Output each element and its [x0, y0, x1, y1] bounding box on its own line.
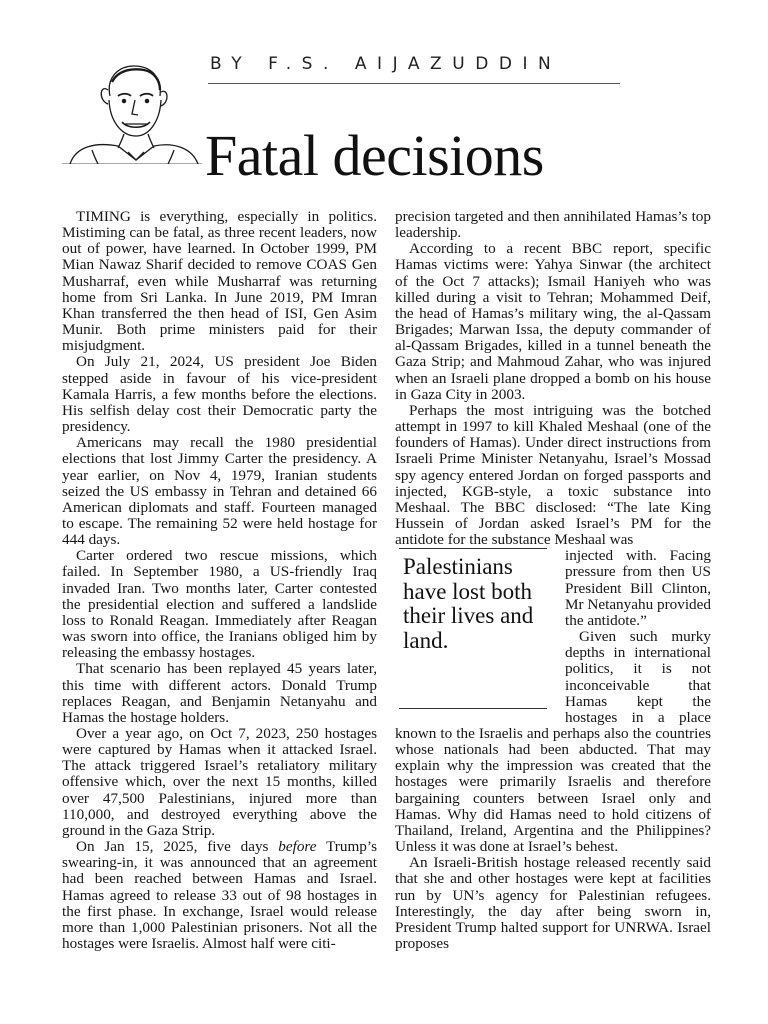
paragraph: According to a recent BBC report, specific Hamas victims were: Yahya Sinwar (the architect of the Oct 7 attacks); Ismail Haniyeh who was killed during a visit to Tehran; Mohammed Deif, the head of Hamas’s military wing, the al-Qassam Brigades; Marwan Issa, the deputy commander of al-Qassam Brigades, killed in a tunnel beneath the Gaza Strip; and Mahmoud Zahar, who was injured when an Israeli plane dropped a bomb on his house in Gaza City in 2003. [395, 240, 711, 403]
pull-quote: Palestinians have lost both their lives and land. [403, 554, 534, 653]
author-portrait-sketch [62, 56, 202, 164]
paragraph: Given such murky depths in international politics, it is not inconceivable that Hamas kept the hostages in a place known to the Israelis and perhaps also the countries whose nationals had been abducted. That may explain why the impression was created that the hostages were primarily Israelis and therefore bargaining counters between Israel only and Hamas. Why did Hamas need to hold citizens of Thailand, Ireland, Argentina and the Philippines? Unless it was done at Israel’s behest. [395, 628, 711, 856]
emphasis: before [278, 838, 317, 856]
paragraph: That scenario has been replayed 45 years later, this time with different actors. Donald Trump replaces Reagan, and Benjamin Netanyahu and Hamas the hostage holders. [62, 660, 377, 726]
paragraph: An Israeli-British hostage released recently said that she and other hostages were kept at facilities run by UN’s agency for Palestinian refugees. Interestingly, the day after being sworn in, President Trump halted support for UNRWA. Israel proposes [395, 854, 711, 953]
headline: Fatal decisions [205, 123, 544, 188]
paragraph: Carter ordered two rescue missions, which failed. In September 1980, a US-friendly Iraq invaded Iran. Two months later, Carter contested the presidential election and suffered a landslide loss to Ronald Reagan. Immediately after Reagan was sworn into office, the Iranians obliged him by releasing the embassy hostages. [62, 547, 377, 662]
paragraph-continued: precision targeted and then annihilated Hamas’s top leadership. [395, 208, 711, 242]
paragraph: TIMING is everything, especially in politics. Mistiming can be fatal, as three recent leaders, now out of power, have learned. In October 1999, PM Mian Nawaz Sharif decided to remove COAS Gen Musharraf, even while Musharraf was returning home from Sri Lanka. In June 2019, PM Imran Khan transferred the then head of ISI, Gen Asim Munir. Both prime ministers paid for their misjudgment. [62, 208, 377, 355]
pull-quote-box [395, 548, 555, 718]
text-run: On Jan 15, 2025, five days [76, 838, 279, 856]
text-run: Trump’s swearing-in, it was announced that an agreement had been reached between Hamas and Israel. Hamas agreed to release 33 out of 98 hostages in the first phase. In exchange, Israel would release more than 1,000 Palestinian prisoners. Not all the hostages were Israelis. Almost half were citi- [62, 838, 377, 953]
paragraph: Over a year ago, on Oct 7, 2023, 250 hostages were captured by Hamas when it attacked Israel. The attack triggered Israel’s retaliatory military offensive which, over the next 15 months, killed over 47,500 Palestinians, injured more than 110,000, and destroyed everything above the ground in the Gaza Strip. [62, 725, 377, 839]
article-column-left [62, 209, 377, 952]
paragraph [62, 839, 377, 952]
paragraph: Americans may recall the 1980 presidential elections that lost Jimmy Carter the presidency. A year earlier, on Nov 4, 1979, Iranian students seized the US embassy in Tehran and detained 66 American diplomats and staff. Fourteen managed to escape. The remaining 52 were held hostage for 444 days. [62, 434, 377, 549]
pull-quote-rule-top [399, 548, 547, 549]
article-column-right [395, 209, 711, 952]
pull-quote-rule-bottom [399, 708, 547, 709]
byline: BY F.S. AIJAZUDDIN [210, 54, 562, 74]
byline-rule [208, 83, 620, 84]
paragraph: On July 21, 2024, US president Joe Biden stepped aside in favour of his vice-president Kamala Harris, a few months before the elections. His selfish delay cost their Democratic party the presidency. [62, 353, 377, 436]
paragraph: Perhaps the most intriguing was the botched attempt in 1997 to kill Khaled Meshaal (one of the founders of Hamas). Under direct instructions from Israeli Prime Minister Netanyahu, Israel’s Mossad spy agency entered Jordan on forged passports and injected, KGB-style, a toxic substance into Meshaal. The BBC disclosed: “The late King Hussein of Jordan asked Israel’s PM for the antidote for the substance Meshaal was [395, 401, 711, 549]
paragraph-continued: injected with. Facing pressure from then US President Bill Clinton, Mr Netanyahu provided the antidote.” [565, 547, 711, 629]
